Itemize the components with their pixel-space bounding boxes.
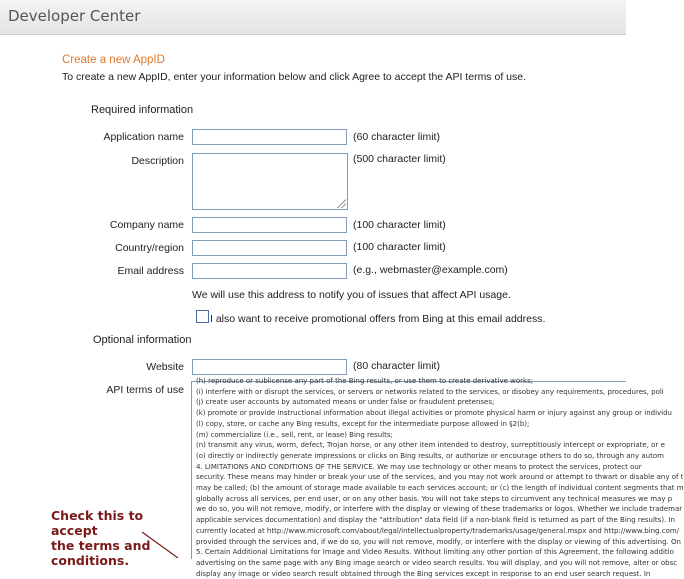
terms-line: 5. Certain Additional Limitations for Image and Video Results. Without limiting any other portion of this Agreement, the following additio	[196, 548, 674, 557]
description-textarea[interactable]	[192, 153, 348, 210]
terms-line: (k) promote or provide instructional information about illegal activities or promote physical harm or injury against any group or individu	[196, 409, 672, 418]
terms-line: (l) copy, store, or cache any Bing results, except for the intermediate purpose allowed in §2(b);	[196, 419, 530, 428]
terms-line: security. These means may hinder or break your use of the services, and you may not work around or attempt to thwart or disable any of t	[196, 473, 684, 482]
terms-line: applicable services documentation) and display the "attribution" data field (if a non-blank field is returned as part of the Bing results). In	[196, 516, 675, 525]
intro-text: To create a new AppID, enter your information below and click Agree to accept the API terms of use.	[62, 71, 526, 83]
header-title: Developer Center	[8, 7, 141, 25]
terms-line: currently located at http://www.microsoft.com/about/legal/intellectualproperty/trademarks/usage/general.mspx and http://www.bing.com/	[196, 526, 680, 535]
email-address-input[interactable]	[192, 263, 347, 279]
annotation-line: conditions.	[51, 553, 130, 568]
application-name-hint: (60 character limit)	[353, 131, 440, 143]
description-hint: (500 character limit)	[353, 153, 446, 165]
company-name-label: Company name	[109, 219, 184, 231]
section-title: Create a new AppID	[62, 54, 165, 66]
promo-offers-checkbox[interactable]	[196, 310, 209, 323]
annotation-arrow-icon	[140, 530, 180, 560]
email-address-hint: (e.g., webmaster@example.com)	[353, 264, 508, 276]
country-region-hint: (100 character limit)	[353, 241, 446, 253]
annotation-line: Check this to accept	[51, 508, 144, 538]
website-label: Website	[146, 361, 184, 373]
terms-line: (j) create user accounts by automated means or under false or fraudulent pretenses;	[196, 398, 495, 407]
website-hint: (80 character limit)	[353, 360, 440, 372]
email-address-label: Email address	[117, 265, 184, 277]
terms-line: (m) commercialize (i.e., sell, rent, or lease) Bing results;	[196, 430, 393, 439]
api-terms-text	[196, 376, 684, 579]
company-name-input[interactable]	[192, 217, 347, 233]
country-region-label: Country/region	[115, 242, 184, 254]
terms-line: provided through the services and, if we do so, you will not remove, modify, or interfere with the display or viewing of this advertising. On	[196, 537, 681, 546]
terms-line: may be called; (b) the amount of storage made available to each services account; or (c) the length of individual content segments that m	[196, 484, 684, 493]
company-name-hint: (100 character limit)	[353, 219, 446, 231]
terms-line: (n) transmit any virus, worm, defect, Trojan horse, or any other item intended to destroy, surreptitiously intercept or expropriate, or e	[196, 441, 665, 450]
terms-line: (o) directly or indirectly generate impressions or clicks on Bing results, or authorize or encourage others to do so, through any autom	[196, 451, 664, 460]
terms-line: (h) reproduce or sublicense any part of the Bing results, or use them to create derivative works;	[196, 377, 534, 385]
header-bar	[0, 0, 626, 35]
terms-line: we do so, you will not remove, modify, or interfere with the display or viewing of these trademarks or logos. Whether we include trademar	[196, 505, 683, 514]
annotation-line: the terms and	[51, 538, 151, 553]
email-usage-note: We will use this address to notify you of issues that affect API usage.	[192, 289, 511, 301]
terms-line: (i) interfere with or disrupt the services, or servers or networks related to the services, or disobey any requirements, procedures, poli	[196, 387, 664, 396]
terms-line: globally across all services, per end user, or on any other basis. You will not take steps to circumvent any technical measures we may p	[196, 494, 673, 503]
terms-line: 4. LIMITATIONS AND CONDITIONS OF THE SERVICE. We may use technology or other means to protect the services, protect our	[196, 462, 642, 471]
application-name-input[interactable]	[192, 129, 347, 145]
api-terms-label: API terms of use	[106, 384, 184, 396]
required-info-heading: Required information	[91, 104, 194, 116]
website-input[interactable]	[192, 359, 347, 375]
api-terms-box[interactable]	[191, 377, 684, 578]
terms-line: advertising on the same page with any Bing image search or video search results. You will display, and you will not remove, alter or obsc	[196, 558, 678, 567]
country-region-input[interactable]	[192, 240, 347, 256]
description-label: Description	[131, 155, 184, 167]
terms-line: display any image or video search result obtained through the Bing services except in response to an end user search request. In	[196, 569, 651, 578]
promo-offers-label: I also want to receive promotional offers from Bing at this email address.	[210, 313, 546, 325]
application-name-label: Application name	[103, 131, 184, 143]
resize-grip-icon[interactable]	[336, 198, 346, 208]
optional-info-heading: Optional information	[93, 334, 192, 346]
